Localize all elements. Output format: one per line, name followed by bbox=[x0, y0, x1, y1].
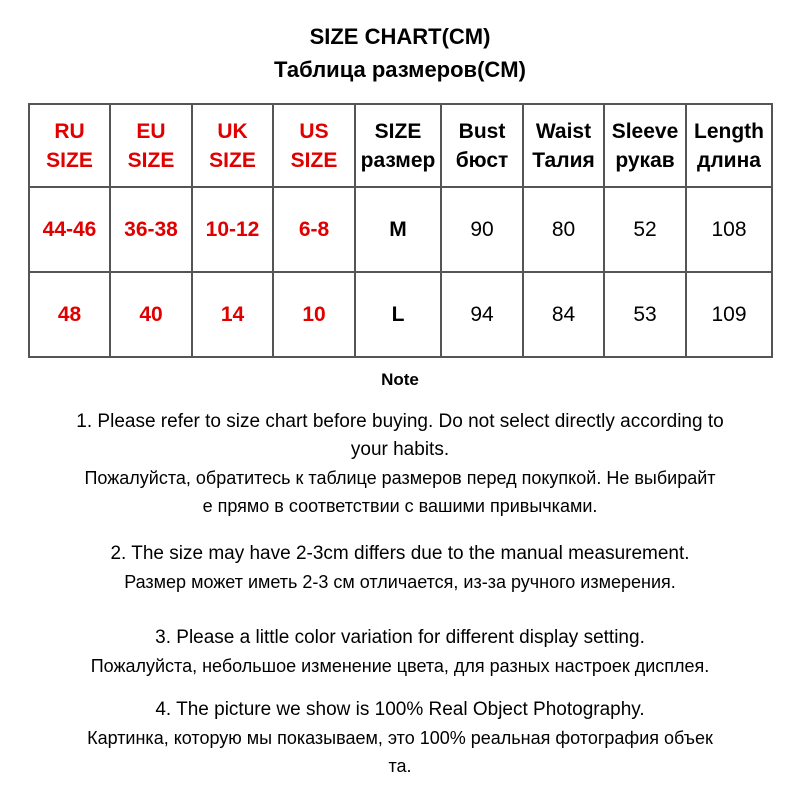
header-eu-size: EU SIZE bbox=[110, 104, 192, 187]
note-item bbox=[30, 624, 770, 680]
cell-sleeve: 52 bbox=[604, 187, 686, 272]
header-length: Length длина bbox=[686, 104, 772, 187]
cell-eu: 36-38 bbox=[110, 187, 192, 272]
note-heading: Note bbox=[381, 370, 419, 389]
cell-us: 10 bbox=[273, 272, 355, 357]
cell-eu: 40 bbox=[110, 272, 192, 357]
table-header-row bbox=[29, 104, 772, 187]
note-en-line: 3. Please a little color variation for different display setting. bbox=[155, 627, 645, 648]
note-ru-line: Пожалуйста, небольшое изменение цвета, для разных настроек дисплея. bbox=[90, 656, 710, 676]
note-en-line: 4. The picture we show is 100% Real Object Photography. bbox=[155, 699, 645, 720]
note-ru-line: Картинка, которую мы показываем, это 100% реальная фотография объек bbox=[87, 728, 713, 748]
note-item bbox=[30, 540, 770, 596]
note-item bbox=[30, 408, 770, 520]
cell-ru: 48 bbox=[29, 272, 110, 357]
header-us-size: US SIZE bbox=[273, 104, 355, 187]
note-ru-line: Пожалуйста, обратитесь к таблице размеров перед покупкой. Не выбирайт bbox=[84, 468, 716, 488]
cell-bust: 90 bbox=[441, 187, 523, 272]
note-en-line: 1. Please refer to size chart before buying. Do not select directly according to bbox=[76, 411, 724, 432]
table-row bbox=[29, 272, 772, 357]
cell-sleeve: 53 bbox=[604, 272, 686, 357]
note-ru-line: та. bbox=[388, 756, 412, 776]
header-size: SIZE размер bbox=[355, 104, 441, 187]
cell-uk: 10-12 bbox=[192, 187, 273, 272]
note-en-line: your habits. bbox=[350, 439, 450, 460]
cell-bust: 94 bbox=[441, 272, 523, 357]
size-table bbox=[28, 103, 773, 358]
cell-ru: 44-46 bbox=[29, 187, 110, 272]
cell-waist: 84 bbox=[523, 272, 604, 357]
note-item bbox=[30, 696, 770, 780]
chart-title-en: SIZE CHART(CM) bbox=[309, 24, 491, 49]
cell-size: M bbox=[355, 187, 441, 272]
cell-uk: 14 bbox=[192, 272, 273, 357]
note-en-line: 2. The size may have 2-3cm differs due to the manual measurement. bbox=[110, 543, 690, 564]
table-row bbox=[29, 187, 772, 272]
chart-title-ru: Таблица размеров(CM) bbox=[274, 57, 526, 82]
header-sleeve: Sleeve рукав bbox=[604, 104, 686, 187]
note-ru-line: Размер может иметь 2-3 см отличается, из-за ручного измерения. bbox=[124, 572, 676, 592]
header-ru-size: RU SIZE bbox=[29, 104, 110, 187]
header-bust: Bust бюст bbox=[441, 104, 523, 187]
cell-waist: 80 bbox=[523, 187, 604, 272]
header-waist: Waist Талия bbox=[523, 104, 604, 187]
header-uk-size: UK SIZE bbox=[192, 104, 273, 187]
note-ru-line: е прямо в соответствии с вашими привычками. bbox=[202, 496, 598, 516]
cell-length: 109 bbox=[686, 272, 772, 357]
cell-us: 6-8 bbox=[273, 187, 355, 272]
cell-length: 108 bbox=[686, 187, 772, 272]
cell-size: L bbox=[355, 272, 441, 357]
